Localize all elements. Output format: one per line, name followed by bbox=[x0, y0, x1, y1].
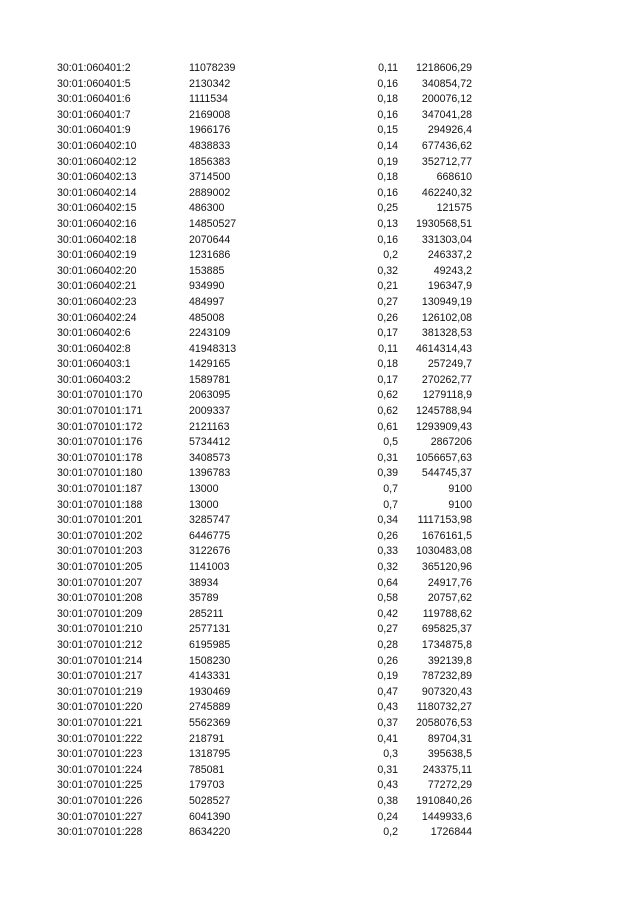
rate-cell: 0,7 bbox=[383, 483, 398, 496]
cadastral-number-cell: 30:01:070101:226 bbox=[57, 794, 143, 807]
table-row bbox=[0, 544, 640, 560]
table-row bbox=[0, 435, 640, 451]
rate-cell: 0,26 bbox=[377, 311, 398, 324]
value-cell: 20757,62 bbox=[427, 592, 472, 605]
table-row bbox=[0, 763, 640, 779]
value-cell: 246337,2 bbox=[427, 249, 472, 262]
value-cell: 340854,72 bbox=[421, 77, 472, 90]
value-cell: 395638,5 bbox=[427, 748, 472, 761]
area-cell: 5562369 bbox=[189, 716, 231, 729]
value-cell: 392139,8 bbox=[427, 654, 472, 667]
area-cell: 218791 bbox=[189, 732, 225, 745]
table-row bbox=[0, 342, 640, 358]
cadastral-number-cell: 30:01:060402:20 bbox=[57, 264, 137, 277]
value-cell: 119788,62 bbox=[422, 607, 472, 620]
rate-cell: 0,27 bbox=[377, 623, 398, 636]
cadastral-number-cell: 30:01:070101:220 bbox=[57, 701, 143, 714]
value-cell: 121575 bbox=[436, 202, 472, 215]
area-cell: 11078239 bbox=[189, 62, 236, 74]
value-cell: 9100 bbox=[448, 498, 472, 511]
table-row bbox=[0, 155, 640, 171]
area-cell: 14850527 bbox=[189, 217, 237, 230]
table-row bbox=[0, 217, 640, 233]
cadastral-number-cell: 30:01:070101:225 bbox=[57, 779, 143, 792]
cadastral-number-cell: 30:01:060401:9 bbox=[57, 124, 131, 137]
rate-cell: 0,34 bbox=[377, 514, 398, 527]
rate-cell: 0,39 bbox=[377, 467, 398, 480]
value-cell: 1056657,63 bbox=[416, 451, 472, 464]
rate-cell: 0,42 bbox=[377, 607, 398, 620]
cadastral-number-cell: 30:01:070101:222 bbox=[57, 732, 143, 745]
rate-cell: 0,19 bbox=[377, 155, 398, 168]
table-row bbox=[0, 420, 640, 436]
cadastral-number-cell: 30:01:060402:10 bbox=[57, 139, 137, 152]
value-cell: 9100 bbox=[448, 483, 472, 496]
table-row bbox=[0, 654, 640, 670]
rate-cell: 0,43 bbox=[377, 779, 398, 792]
cadastral-number-cell: 30:01:060401:6 bbox=[57, 93, 131, 106]
rate-cell: 0,16 bbox=[377, 108, 398, 121]
cadastral-number-cell: 30:01:070101:201 bbox=[57, 514, 143, 527]
rate-cell: 0,16 bbox=[377, 77, 398, 90]
rate-cell: 0,32 bbox=[377, 264, 398, 277]
cadastral-number-cell: 30:01:060402:14 bbox=[57, 186, 137, 199]
table-row bbox=[0, 404, 640, 420]
value-cell: 544745,37 bbox=[421, 467, 472, 480]
rate-cell: 0,11 bbox=[378, 62, 398, 74]
value-cell: 1180732,27 bbox=[416, 701, 472, 714]
area-cell: 2169008 bbox=[189, 108, 231, 121]
value-cell: 677436,62 bbox=[421, 139, 472, 152]
rate-cell: 0,5 bbox=[383, 436, 398, 449]
area-cell: 785081 bbox=[189, 763, 225, 776]
cadastral-number-cell: 30:01:060401:2 bbox=[57, 62, 131, 74]
cadastral-number-cell: 30:01:070101:212 bbox=[57, 638, 143, 651]
table-row bbox=[0, 529, 640, 545]
value-cell: 352712,77 bbox=[421, 155, 472, 168]
area-cell: 1396783 bbox=[189, 467, 231, 480]
area-cell: 484997 bbox=[189, 295, 225, 308]
value-cell: 1930568,51 bbox=[416, 217, 472, 230]
area-cell: 1508230 bbox=[189, 654, 231, 667]
rate-cell: 0,31 bbox=[377, 763, 398, 776]
area-cell: 2745889 bbox=[189, 701, 231, 714]
cadastral-number-cell: 30:01:070101:210 bbox=[57, 623, 143, 636]
area-cell: 5028527 bbox=[189, 794, 231, 807]
area-cell: 1141003 bbox=[189, 561, 230, 573]
cadastral-number-cell: 30:01:060402:18 bbox=[57, 233, 137, 246]
table-row bbox=[0, 248, 640, 264]
area-cell: 2577131 bbox=[189, 623, 231, 636]
table-row bbox=[0, 279, 640, 295]
value-cell: 270262,77 bbox=[421, 373, 472, 386]
value-cell: 24917,76 bbox=[427, 576, 472, 589]
cadastral-number-cell: 30:01:070101:205 bbox=[57, 561, 143, 573]
area-cell: 2130342 bbox=[189, 77, 231, 90]
table-row bbox=[0, 794, 640, 810]
value-cell: 381328,53 bbox=[421, 327, 472, 340]
table-row bbox=[0, 170, 640, 186]
area-cell: 3714500 bbox=[189, 171, 231, 184]
area-cell: 6446775 bbox=[189, 529, 231, 542]
area-cell: 179703 bbox=[189, 779, 225, 792]
rate-cell: 0,64 bbox=[377, 576, 398, 589]
area-cell: 2063095 bbox=[189, 389, 231, 402]
cadastral-number-cell: 30:01:060402:8 bbox=[57, 342, 131, 355]
value-cell: 49243,2 bbox=[433, 264, 472, 277]
area-cell: 1930469 bbox=[189, 685, 231, 698]
table-row bbox=[0, 669, 640, 685]
cadastral-number-cell: 30:01:070101:208 bbox=[57, 592, 143, 605]
value-cell: 126102,08 bbox=[421, 311, 472, 324]
table-row bbox=[0, 92, 640, 108]
area-cell: 4143331 bbox=[189, 670, 231, 683]
value-cell: 1734875,8 bbox=[421, 638, 472, 651]
cadastral-number-cell: 30:01:060401:5 bbox=[57, 77, 131, 90]
rate-cell: 0,18 bbox=[377, 171, 398, 184]
area-cell: 153885 bbox=[189, 264, 225, 277]
table-row bbox=[0, 482, 640, 498]
table-row bbox=[0, 607, 640, 623]
rate-cell: 0,7 bbox=[383, 498, 398, 511]
table-row bbox=[0, 685, 640, 701]
area-cell: 1966176 bbox=[189, 124, 231, 137]
table-row bbox=[0, 716, 640, 732]
rate-cell: 0,28 bbox=[377, 638, 398, 651]
table-row bbox=[0, 139, 640, 155]
area-cell: 8634220 bbox=[189, 826, 231, 839]
area-cell: 4838833 bbox=[189, 139, 231, 152]
cadastral-number-cell: 30:01:070101:178 bbox=[57, 451, 143, 464]
cadastral-number-cell: 30:01:070101:227 bbox=[57, 810, 143, 823]
table-row bbox=[0, 61, 640, 77]
cadastral-number-cell: 30:01:070101:224 bbox=[57, 763, 143, 776]
value-cell: 462240,32 bbox=[421, 186, 472, 199]
area-cell: 6041390 bbox=[189, 810, 231, 823]
table-row bbox=[0, 560, 640, 576]
rate-cell: 0,62 bbox=[377, 389, 398, 402]
cadastral-number-cell: 30:01:070101:176 bbox=[57, 436, 143, 449]
table-row bbox=[0, 357, 640, 373]
cadastral-number-cell: 30:01:070101:188 bbox=[57, 498, 143, 511]
table-row bbox=[0, 576, 640, 592]
cadastral-number-cell: 30:01:060402:16 bbox=[57, 217, 137, 230]
area-cell: 2243109 bbox=[189, 327, 231, 340]
value-cell: 200076,12 bbox=[421, 93, 472, 106]
cadastral-number-cell: 30:01:060402:24 bbox=[57, 311, 137, 324]
value-cell: 1117153,98 bbox=[417, 514, 472, 527]
table-row bbox=[0, 295, 640, 311]
table-row bbox=[0, 638, 640, 654]
value-cell: 695825,37 bbox=[421, 623, 472, 636]
cadastral-number-cell: 30:01:060402:12 bbox=[57, 155, 137, 168]
table-row bbox=[0, 326, 640, 342]
rate-cell: 0,41 bbox=[377, 732, 398, 745]
table-row bbox=[0, 108, 640, 124]
rate-cell: 0,27 bbox=[377, 295, 398, 308]
rate-cell: 0,26 bbox=[377, 654, 398, 667]
rate-cell: 0,15 bbox=[377, 124, 398, 137]
rate-cell: 0,33 bbox=[377, 545, 398, 558]
area-cell: 1589781 bbox=[189, 373, 231, 386]
area-cell: 1231686 bbox=[189, 249, 231, 262]
rate-cell: 0,31 bbox=[377, 451, 398, 464]
value-cell: 294926,4 bbox=[427, 124, 472, 137]
value-cell: 1030483,08 bbox=[416, 545, 472, 558]
area-cell: 3408573 bbox=[189, 451, 231, 464]
rate-cell: 0,13 bbox=[377, 217, 398, 230]
table-row bbox=[0, 747, 640, 763]
rate-cell: 0,16 bbox=[377, 186, 398, 199]
table-row bbox=[0, 77, 640, 93]
cadastral-number-cell: 30:01:070101:203 bbox=[57, 545, 143, 558]
value-cell: 2058076,53 bbox=[416, 716, 472, 729]
area-cell: 35789 bbox=[189, 592, 219, 605]
cadastral-number-cell: 30:01:070101:207 bbox=[57, 576, 143, 589]
value-cell: 365120,96 bbox=[421, 561, 472, 573]
rate-cell: 0,16 bbox=[377, 233, 398, 246]
table-row bbox=[0, 513, 640, 529]
table-row bbox=[0, 373, 640, 389]
cadastral-number-cell: 30:01:060402:15 bbox=[57, 202, 137, 215]
table-row bbox=[0, 732, 640, 748]
table-row bbox=[0, 233, 640, 249]
rate-cell: 0,18 bbox=[377, 358, 398, 371]
cadastral-number-cell: 30:01:070101:221 bbox=[57, 716, 143, 729]
area-cell: 486300 bbox=[189, 202, 225, 215]
rate-cell: 0,61 bbox=[377, 420, 398, 433]
table-row bbox=[0, 466, 640, 482]
value-cell: 1293909,43 bbox=[416, 420, 472, 433]
rate-cell: 0,32 bbox=[377, 561, 398, 573]
table-row bbox=[0, 825, 640, 841]
table-row bbox=[0, 778, 640, 794]
area-cell: 13000 bbox=[189, 498, 219, 511]
table-row bbox=[0, 700, 640, 716]
cadastral-number-cell: 30:01:060401:7 bbox=[57, 108, 131, 121]
cadastral-number-cell: 30:01:070101:170 bbox=[57, 389, 143, 402]
cadastral-number-cell: 30:01:070101:187 bbox=[57, 483, 143, 496]
value-cell: 2867206 bbox=[430, 436, 472, 449]
cadastral-number-cell: 30:01:070101:223 bbox=[57, 748, 143, 761]
area-cell: 38934 bbox=[189, 576, 219, 589]
cadastral-number-cell: 30:01:060402:13 bbox=[57, 171, 137, 184]
rate-cell: 0,26 bbox=[377, 529, 398, 542]
value-cell: 1910840,26 bbox=[416, 794, 472, 807]
rate-cell: 0,11 bbox=[378, 342, 398, 355]
area-cell: 13000 bbox=[189, 483, 219, 496]
rate-cell: 0,62 bbox=[377, 405, 398, 418]
value-cell: 243375,11 bbox=[422, 763, 472, 776]
cadastral-number-cell: 30:01:070101:180 bbox=[57, 467, 143, 480]
rate-cell: 0,2 bbox=[383, 249, 398, 262]
value-cell: 1218606,29 bbox=[416, 62, 472, 74]
cadastral-number-cell: 30:01:060402:19 bbox=[57, 249, 137, 262]
table-row bbox=[0, 186, 640, 202]
cadastral-number-cell: 30:01:070101:219 bbox=[57, 685, 143, 698]
table-row bbox=[0, 123, 640, 139]
value-cell: 89704,31 bbox=[427, 732, 472, 745]
area-cell: 485008 bbox=[189, 311, 225, 324]
table-row bbox=[0, 810, 640, 826]
rate-cell: 0,38 bbox=[377, 794, 398, 807]
area-cell: 3122676 bbox=[189, 545, 231, 558]
area-cell: 2070644 bbox=[189, 233, 231, 246]
table-row bbox=[0, 591, 640, 607]
table-row bbox=[0, 498, 640, 514]
area-cell: 5734412 bbox=[189, 436, 231, 449]
value-cell: 1279118,9 bbox=[422, 389, 472, 402]
rate-cell: 0,2 bbox=[383, 826, 398, 839]
table-row bbox=[0, 264, 640, 280]
cadastral-number-cell: 30:01:060402:6 bbox=[57, 327, 131, 340]
area-cell: 41948313 bbox=[189, 342, 237, 355]
rate-cell: 0,19 bbox=[377, 670, 398, 683]
cadastral-number-cell: 30:01:070101:171 bbox=[57, 405, 143, 418]
table-row bbox=[0, 388, 640, 404]
area-cell: 934990 bbox=[189, 280, 225, 293]
area-cell: 1856383 bbox=[189, 155, 231, 168]
rate-cell: 0,43 bbox=[377, 701, 398, 714]
cadastral-number-cell: 30:01:060402:23 bbox=[57, 295, 137, 308]
value-cell: 668610 bbox=[436, 171, 472, 184]
cadastral-number-cell: 30:01:070101:214 bbox=[57, 654, 143, 667]
table-row bbox=[0, 451, 640, 467]
cadastral-number-cell: 30:01:070101:202 bbox=[57, 529, 143, 542]
area-cell: 1111534 bbox=[189, 93, 228, 106]
value-cell: 196347,9 bbox=[427, 280, 472, 293]
cadastral-number-cell: 30:01:070101:172 bbox=[57, 420, 143, 433]
rate-cell: 0,25 bbox=[377, 202, 398, 215]
spreadsheet-table bbox=[0, 61, 640, 841]
value-cell: 787232,89 bbox=[421, 670, 472, 683]
rate-cell: 0,3 bbox=[383, 748, 398, 761]
area-cell: 1429165 bbox=[189, 358, 231, 371]
value-cell: 257249,7 bbox=[427, 358, 472, 371]
cadastral-number-cell: 30:01:060403:1 bbox=[57, 358, 131, 371]
table-row bbox=[0, 201, 640, 217]
value-cell: 130949,19 bbox=[421, 295, 472, 308]
value-cell: 1726844 bbox=[430, 826, 472, 839]
cadastral-number-cell: 30:01:070101:217 bbox=[57, 670, 143, 683]
area-cell: 3285747 bbox=[189, 514, 231, 527]
value-cell: 347041,28 bbox=[421, 108, 472, 121]
value-cell: 77272,29 bbox=[427, 779, 472, 792]
table-row bbox=[0, 311, 640, 327]
rate-cell: 0,37 bbox=[377, 716, 398, 729]
cadastral-number-cell: 30:01:070101:228 bbox=[57, 826, 143, 839]
rate-cell: 0,58 bbox=[377, 592, 398, 605]
area-cell: 2121163 bbox=[189, 420, 230, 433]
cadastral-number-cell: 30:01:060402:21 bbox=[57, 280, 137, 293]
area-cell: 1318795 bbox=[189, 748, 231, 761]
rate-cell: 0,14 bbox=[377, 139, 398, 152]
value-cell: 331303,04 bbox=[421, 233, 472, 246]
rate-cell: 0,18 bbox=[377, 93, 398, 106]
area-cell: 6195985 bbox=[189, 638, 231, 651]
value-cell: 907320,43 bbox=[421, 685, 472, 698]
value-cell: 4614314,43 bbox=[416, 342, 472, 355]
table-row bbox=[0, 622, 640, 638]
rate-cell: 0,17 bbox=[377, 327, 398, 340]
value-cell: 1449933,6 bbox=[421, 810, 472, 823]
value-cell: 1245788,94 bbox=[416, 405, 472, 418]
cadastral-number-cell: 30:01:070101:209 bbox=[57, 607, 143, 620]
rate-cell: 0,17 bbox=[377, 373, 398, 386]
rate-cell: 0,24 bbox=[377, 810, 398, 823]
rate-cell: 0,21 bbox=[377, 280, 398, 293]
rate-cell: 0,47 bbox=[377, 685, 398, 698]
area-cell: 2889002 bbox=[189, 186, 231, 199]
value-cell: 1676161,5 bbox=[421, 529, 472, 542]
area-cell: 2009337 bbox=[189, 405, 231, 418]
area-cell: 285211 bbox=[189, 607, 224, 620]
cadastral-number-cell: 30:01:060403:2 bbox=[57, 373, 131, 386]
